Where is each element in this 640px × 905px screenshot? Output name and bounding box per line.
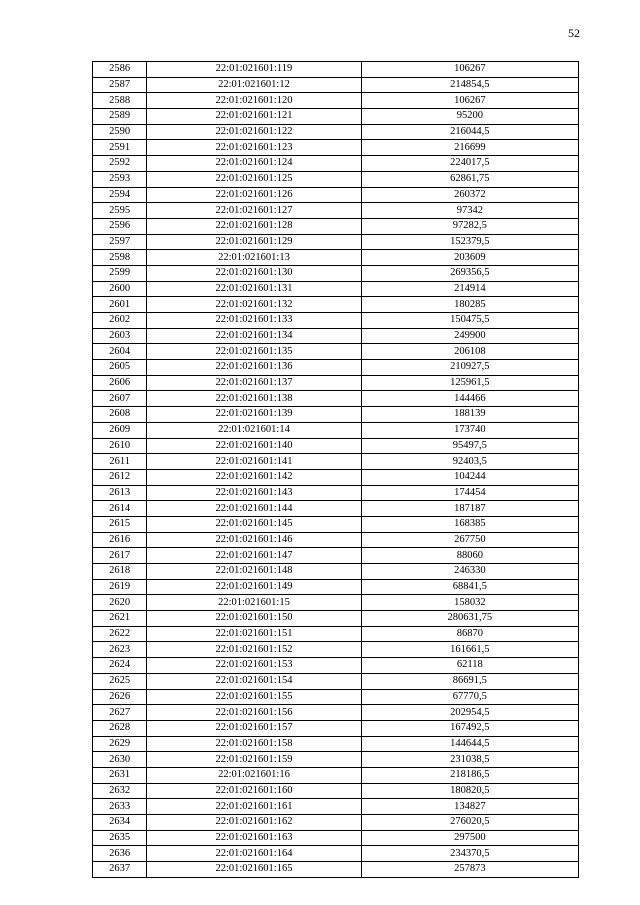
value-cell: 218186,5 [361, 767, 578, 783]
table-row [93, 438, 579, 454]
value-cell: 86870 [361, 626, 578, 642]
cadastral-number-cell: 22:01:021601:124 [147, 156, 361, 172]
row-number-cell: 2597 [93, 234, 147, 250]
value-cell: 97282,5 [361, 218, 578, 234]
row-number-cell: 2610 [93, 438, 147, 454]
value-cell: 180820,5 [361, 783, 578, 799]
row-number-cell: 2634 [93, 815, 147, 831]
row-number-cell: 2618 [93, 564, 147, 580]
row-number-cell: 2589 [93, 109, 147, 125]
table-row [93, 203, 579, 219]
row-number-cell: 2626 [93, 689, 147, 705]
cadastral-number-cell: 22:01:021601:126 [147, 187, 361, 203]
cadastral-number-cell: 22:01:021601:150 [147, 611, 361, 627]
table-row [93, 93, 579, 109]
row-number-cell: 2587 [93, 77, 147, 93]
table-row [93, 328, 579, 344]
value-cell: 106267 [361, 62, 578, 78]
cadastral-number-cell: 22:01:021601:161 [147, 799, 361, 815]
value-cell: 95200 [361, 109, 578, 125]
row-number-cell: 2590 [93, 124, 147, 140]
value-cell: 214854,5 [361, 77, 578, 93]
table-row [93, 407, 579, 423]
cadastral-number-cell: 22:01:021601:127 [147, 203, 361, 219]
value-cell: 246330 [361, 564, 578, 580]
row-number-cell: 2614 [93, 501, 147, 517]
row-number-cell: 2591 [93, 140, 147, 156]
table-row [93, 501, 579, 517]
row-number-cell: 2606 [93, 375, 147, 391]
value-cell: 297500 [361, 830, 578, 846]
row-number-cell: 2636 [93, 846, 147, 862]
row-number-cell: 2628 [93, 720, 147, 736]
value-cell: 95497,5 [361, 438, 578, 454]
row-number-cell: 2602 [93, 313, 147, 329]
table-row [93, 250, 579, 266]
row-number-cell: 2599 [93, 265, 147, 281]
cadastral-number-cell: 22:01:021601:155 [147, 689, 361, 705]
value-cell: 276020,5 [361, 815, 578, 831]
cadastral-number-cell: 22:01:021601:122 [147, 124, 361, 140]
table-row [93, 783, 579, 799]
value-cell: 67770,5 [361, 689, 578, 705]
row-number-cell: 2595 [93, 203, 147, 219]
table-row [93, 485, 579, 501]
table-row [93, 720, 579, 736]
row-number-cell: 2593 [93, 171, 147, 187]
table-row [93, 626, 579, 642]
row-number-cell: 2609 [93, 422, 147, 438]
value-cell: 224017,5 [361, 156, 578, 172]
value-cell: 104244 [361, 469, 578, 485]
row-number-cell: 2596 [93, 218, 147, 234]
cadastral-number-cell: 22:01:021601:136 [147, 360, 361, 376]
cadastral-number-cell: 22:01:021601:159 [147, 752, 361, 768]
value-cell: 62861,75 [361, 171, 578, 187]
table-row [93, 109, 579, 125]
cadastral-number-cell: 22:01:021601:140 [147, 438, 361, 454]
cadastral-number-cell: 22:01:021601:130 [147, 265, 361, 281]
value-cell: 280631,75 [361, 611, 578, 627]
table-row [93, 344, 579, 360]
value-cell: 168385 [361, 516, 578, 532]
row-number-cell: 2607 [93, 391, 147, 407]
cadastral-number-cell: 22:01:021601:148 [147, 564, 361, 580]
table-row [93, 705, 579, 721]
table-row [93, 673, 579, 689]
cadastral-number-cell: 22:01:021601:12 [147, 77, 361, 93]
cadastral-number-cell: 22:01:021601:120 [147, 93, 361, 109]
table-row [93, 611, 579, 627]
cadastral-number-cell: 22:01:021601:139 [147, 407, 361, 423]
row-number-cell: 2608 [93, 407, 147, 423]
cadastral-number-cell: 22:01:021601:164 [147, 846, 361, 862]
cadastral-number-cell: 22:01:021601:15 [147, 595, 361, 611]
table-row [93, 234, 579, 250]
value-cell: 144466 [361, 391, 578, 407]
row-number-cell: 2622 [93, 626, 147, 642]
cadastral-number-cell: 22:01:021601:129 [147, 234, 361, 250]
row-number-cell: 2603 [93, 328, 147, 344]
value-cell: 97342 [361, 203, 578, 219]
cadastral-number-cell: 22:01:021601:144 [147, 501, 361, 517]
cadastral-number-cell: 22:01:021601:131 [147, 281, 361, 297]
table-row [93, 815, 579, 831]
cadastral-number-cell: 22:01:021601:149 [147, 579, 361, 595]
table-row [93, 77, 579, 93]
table-row [93, 516, 579, 532]
value-cell: 202954,5 [361, 705, 578, 721]
value-cell: 144644,5 [361, 736, 578, 752]
cadastral-number-cell: 22:01:021601:146 [147, 532, 361, 548]
cadastral-number-cell: 22:01:021601:154 [147, 673, 361, 689]
table-row [93, 564, 579, 580]
row-number-cell: 2621 [93, 611, 147, 627]
cadastral-number-cell: 22:01:021601:160 [147, 783, 361, 799]
cadastral-number-cell: 22:01:021601:152 [147, 642, 361, 658]
data-table [92, 61, 579, 878]
row-number-cell: 2598 [93, 250, 147, 266]
value-cell: 214914 [361, 281, 578, 297]
value-cell: 210927,5 [361, 360, 578, 376]
cadastral-number-cell: 22:01:021601:13 [147, 250, 361, 266]
value-cell: 203609 [361, 250, 578, 266]
row-number-cell: 2630 [93, 752, 147, 768]
row-number-cell: 2619 [93, 579, 147, 595]
cadastral-number-cell: 22:01:021601:158 [147, 736, 361, 752]
value-cell: 231038,5 [361, 752, 578, 768]
row-number-cell: 2623 [93, 642, 147, 658]
value-cell: 152379,5 [361, 234, 578, 250]
table-row [93, 469, 579, 485]
cadastral-number-cell: 22:01:021601:147 [147, 548, 361, 564]
row-number-cell: 2613 [93, 485, 147, 501]
row-number-cell: 2615 [93, 516, 147, 532]
row-number-cell: 2611 [93, 454, 147, 470]
table-row [93, 767, 579, 783]
cadastral-number-cell: 22:01:021601:138 [147, 391, 361, 407]
table-row [93, 218, 579, 234]
row-number-cell: 2620 [93, 595, 147, 611]
row-number-cell: 2592 [93, 156, 147, 172]
cadastral-number-cell: 22:01:021601:121 [147, 109, 361, 125]
table-row [93, 297, 579, 313]
row-number-cell: 2601 [93, 297, 147, 313]
table-body [93, 62, 579, 878]
row-number-cell: 2632 [93, 783, 147, 799]
cadastral-number-cell: 22:01:021601:143 [147, 485, 361, 501]
value-cell: 68841,5 [361, 579, 578, 595]
value-cell: 269356,5 [361, 265, 578, 281]
table-row [93, 642, 579, 658]
value-cell: 150475,5 [361, 313, 578, 329]
table-row [93, 752, 579, 768]
cadastral-number-cell: 22:01:021601:157 [147, 720, 361, 736]
table-row [93, 689, 579, 705]
row-number-cell: 2616 [93, 532, 147, 548]
value-cell: 267750 [361, 532, 578, 548]
table-row [93, 360, 579, 376]
value-cell: 188139 [361, 407, 578, 423]
value-cell: 216699 [361, 140, 578, 156]
cadastral-number-cell: 22:01:021601:165 [147, 862, 361, 878]
value-cell: 216044,5 [361, 124, 578, 140]
cadastral-number-cell: 22:01:021601:151 [147, 626, 361, 642]
table-row [93, 862, 579, 878]
table-row [93, 156, 579, 172]
cadastral-number-cell: 22:01:021601:162 [147, 815, 361, 831]
table-row [93, 187, 579, 203]
cadastral-number-cell: 22:01:021601:142 [147, 469, 361, 485]
value-cell: 187187 [361, 501, 578, 517]
cadastral-number-cell: 22:01:021601:119 [147, 62, 361, 78]
row-number-cell: 2605 [93, 360, 147, 376]
page-number: 52 [568, 26, 580, 40]
table-row [93, 548, 579, 564]
cadastral-number-cell: 22:01:021601:16 [147, 767, 361, 783]
value-cell: 92403,5 [361, 454, 578, 470]
cadastral-number-cell: 22:01:021601:125 [147, 171, 361, 187]
value-cell: 206108 [361, 344, 578, 360]
row-number-cell: 2612 [93, 469, 147, 485]
table-row [93, 124, 579, 140]
table-row [93, 422, 579, 438]
value-cell: 180285 [361, 297, 578, 313]
value-cell: 134827 [361, 799, 578, 815]
value-cell: 106267 [361, 93, 578, 109]
table-row [93, 375, 579, 391]
row-number-cell: 2635 [93, 830, 147, 846]
row-number-cell: 2586 [93, 62, 147, 78]
row-number-cell: 2617 [93, 548, 147, 564]
table-row [93, 846, 579, 862]
row-number-cell: 2629 [93, 736, 147, 752]
row-number-cell: 2594 [93, 187, 147, 203]
cadastral-number-cell: 22:01:021601:14 [147, 422, 361, 438]
table-row [93, 62, 579, 78]
table-row [93, 799, 579, 815]
table-row [93, 265, 579, 281]
value-cell: 173740 [361, 422, 578, 438]
value-cell: 249900 [361, 328, 578, 344]
row-number-cell: 2588 [93, 93, 147, 109]
cadastral-number-cell: 22:01:021601:135 [147, 344, 361, 360]
cadastral-number-cell: 22:01:021601:123 [147, 140, 361, 156]
table-row [93, 736, 579, 752]
value-cell: 234370,5 [361, 846, 578, 862]
table-row [93, 391, 579, 407]
table-row [93, 171, 579, 187]
cadastral-number-cell: 22:01:021601:132 [147, 297, 361, 313]
table-row [93, 140, 579, 156]
value-cell: 88060 [361, 548, 578, 564]
value-cell: 158032 [361, 595, 578, 611]
cadastral-number-cell: 22:01:021601:163 [147, 830, 361, 846]
value-cell: 161661,5 [361, 642, 578, 658]
cadastral-number-cell: 22:01:021601:153 [147, 658, 361, 674]
table-row [93, 281, 579, 297]
value-cell: 62118 [361, 658, 578, 674]
value-cell: 257873 [361, 862, 578, 878]
row-number-cell: 2604 [93, 344, 147, 360]
table-row [93, 658, 579, 674]
value-cell: 260372 [361, 187, 578, 203]
row-number-cell: 2600 [93, 281, 147, 297]
row-number-cell: 2625 [93, 673, 147, 689]
cadastral-number-cell: 22:01:021601:128 [147, 218, 361, 234]
cadastral-number-cell: 22:01:021601:141 [147, 454, 361, 470]
row-number-cell: 2631 [93, 767, 147, 783]
table-row [93, 579, 579, 595]
table-row [93, 830, 579, 846]
value-cell: 86691,5 [361, 673, 578, 689]
value-cell: 174454 [361, 485, 578, 501]
table-row [93, 313, 579, 329]
row-number-cell: 2627 [93, 705, 147, 721]
value-cell: 167492,5 [361, 720, 578, 736]
cadastral-number-cell: 22:01:021601:134 [147, 328, 361, 344]
table-row [93, 454, 579, 470]
row-number-cell: 2637 [93, 862, 147, 878]
cadastral-number-cell: 22:01:021601:133 [147, 313, 361, 329]
table-row [93, 595, 579, 611]
row-number-cell: 2624 [93, 658, 147, 674]
row-number-cell: 2633 [93, 799, 147, 815]
table-row [93, 532, 579, 548]
cadastral-number-cell: 22:01:021601:156 [147, 705, 361, 721]
cadastral-number-cell: 22:01:021601:137 [147, 375, 361, 391]
cadastral-number-cell: 22:01:021601:145 [147, 516, 361, 532]
value-cell: 125961,5 [361, 375, 578, 391]
